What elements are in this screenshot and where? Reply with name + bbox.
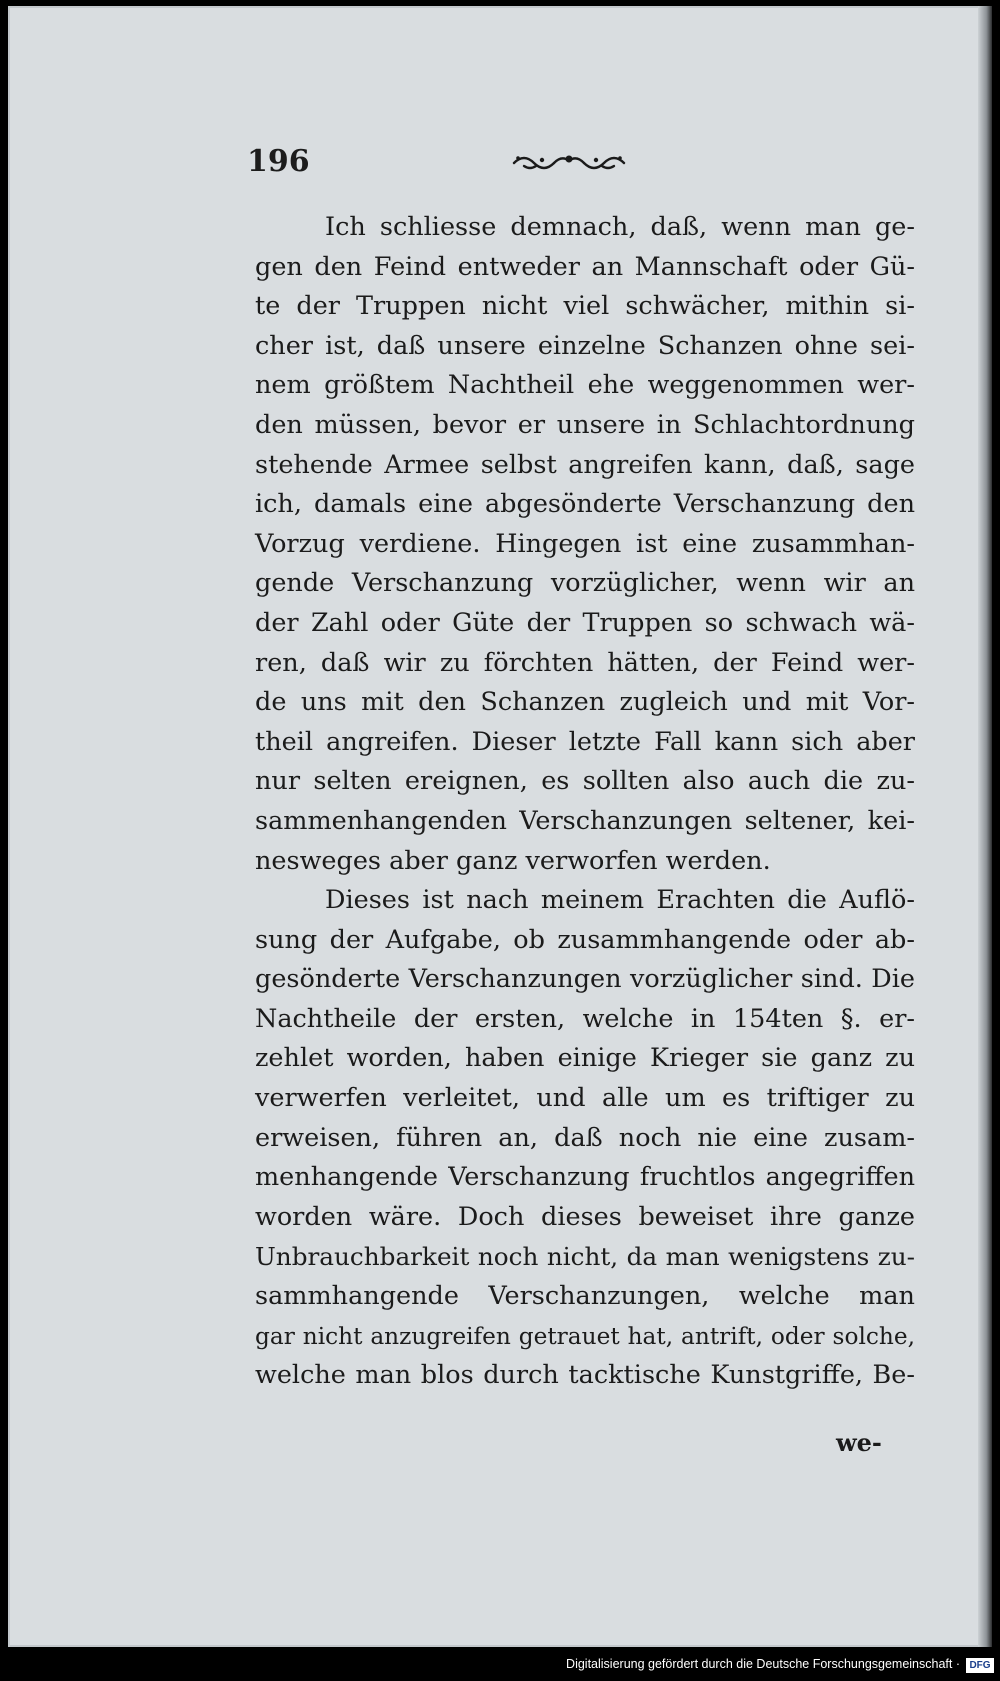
text-line: de uns mit den Schanzen zugleich und mit Vor- bbox=[255, 687, 915, 718]
text-line: der Zahl oder Güte der Truppen so schwach wä- bbox=[255, 607, 915, 638]
text-line: ich, damals eine abgesönderte Verschanzung den bbox=[255, 489, 915, 520]
text-line: worden wäre. Doch dieses beweiset ihre ganze bbox=[255, 1201, 915, 1232]
text-line: erweisen, führen an, daß noch nie eine zusam- bbox=[255, 1122, 915, 1153]
text-line: nur selten ereignen, es sollten also auch die zu- bbox=[255, 766, 915, 797]
decorative-ornament-icon bbox=[510, 148, 628, 178]
footer-credit: Digitalisierung gefördert durch die Deutsche Forschungsgemeinschaft · bbox=[566, 1657, 960, 1671]
text-line: welche man blos durch tacktische Kunstgriffe, Be- bbox=[255, 1360, 915, 1391]
text-line: cher ist, daß unsere einzelne Schanzen ohne sei- bbox=[255, 330, 915, 361]
text-line: Vorzug verdiene. Hingegen ist eine zusammhan- bbox=[255, 528, 915, 559]
text-line: menhangende Verschanzung fruchtlos angegriffen bbox=[255, 1162, 915, 1193]
footer-bar bbox=[0, 1647, 1000, 1681]
text-line: sammhangende Verschanzungen, welche man bbox=[255, 1281, 915, 1312]
text-line: Dieses ist nach meinem Erachten die Auflö- bbox=[325, 885, 915, 916]
text-line: nem größtem Nachtheil ehe weggenommen wer- bbox=[255, 370, 915, 401]
page-spine-shadow bbox=[978, 6, 992, 1647]
text-line: theil angreifen. Dieser letzte Fall kann sich aber bbox=[255, 726, 915, 757]
text-line: ren, daß wir zu förchten hätten, der Feind wer- bbox=[255, 647, 915, 678]
text-line: Nachtheile der ersten, welche in 154ten §. er- bbox=[255, 1003, 915, 1034]
text-line: stehende Armee selbst angreifen kann, daß, sage bbox=[255, 449, 915, 480]
text-line: Ich schliesse demnach, daß, wenn man ge- bbox=[325, 212, 915, 242]
text-line: Unbrauchbarkeit noch nicht, da man wenigstens zu- bbox=[255, 1242, 915, 1272]
text-line: verwerfen verleitet, und alle um es triftiger zu bbox=[255, 1083, 915, 1114]
text-line: gen den Feind entweder an Mannschaft oder Gü- bbox=[255, 251, 915, 282]
text-line: nesweges aber ganz verworfen werden. bbox=[255, 845, 771, 876]
text-line: gar nicht anzugreifen getrauet hat, antrift, oder solche, bbox=[255, 1322, 915, 1350]
text-line: gende Verschanzung vorzüglicher, wenn wir an bbox=[255, 568, 915, 599]
dfg-logo: DFG bbox=[966, 1658, 994, 1673]
text-line: te der Truppen nicht viel schwächer, mithin si- bbox=[255, 291, 915, 322]
body-text bbox=[255, 208, 915, 1396]
page-number: 196 bbox=[247, 144, 310, 179]
text-line: gesönderte Verschanzungen vorzüglicher sind. Die bbox=[255, 964, 915, 995]
text-line: den müssen, bevor er unsere in Schlachtordnung bbox=[255, 409, 915, 440]
text-line: zehlet worden, haben einige Krieger sie ganz zu bbox=[255, 1043, 915, 1074]
text-line: sung der Aufgabe, ob zusammhangende oder ab- bbox=[255, 924, 915, 955]
text-line: sammenhangenden Verschanzungen seltener, kei- bbox=[255, 805, 915, 836]
catchword: we- bbox=[836, 1428, 882, 1457]
